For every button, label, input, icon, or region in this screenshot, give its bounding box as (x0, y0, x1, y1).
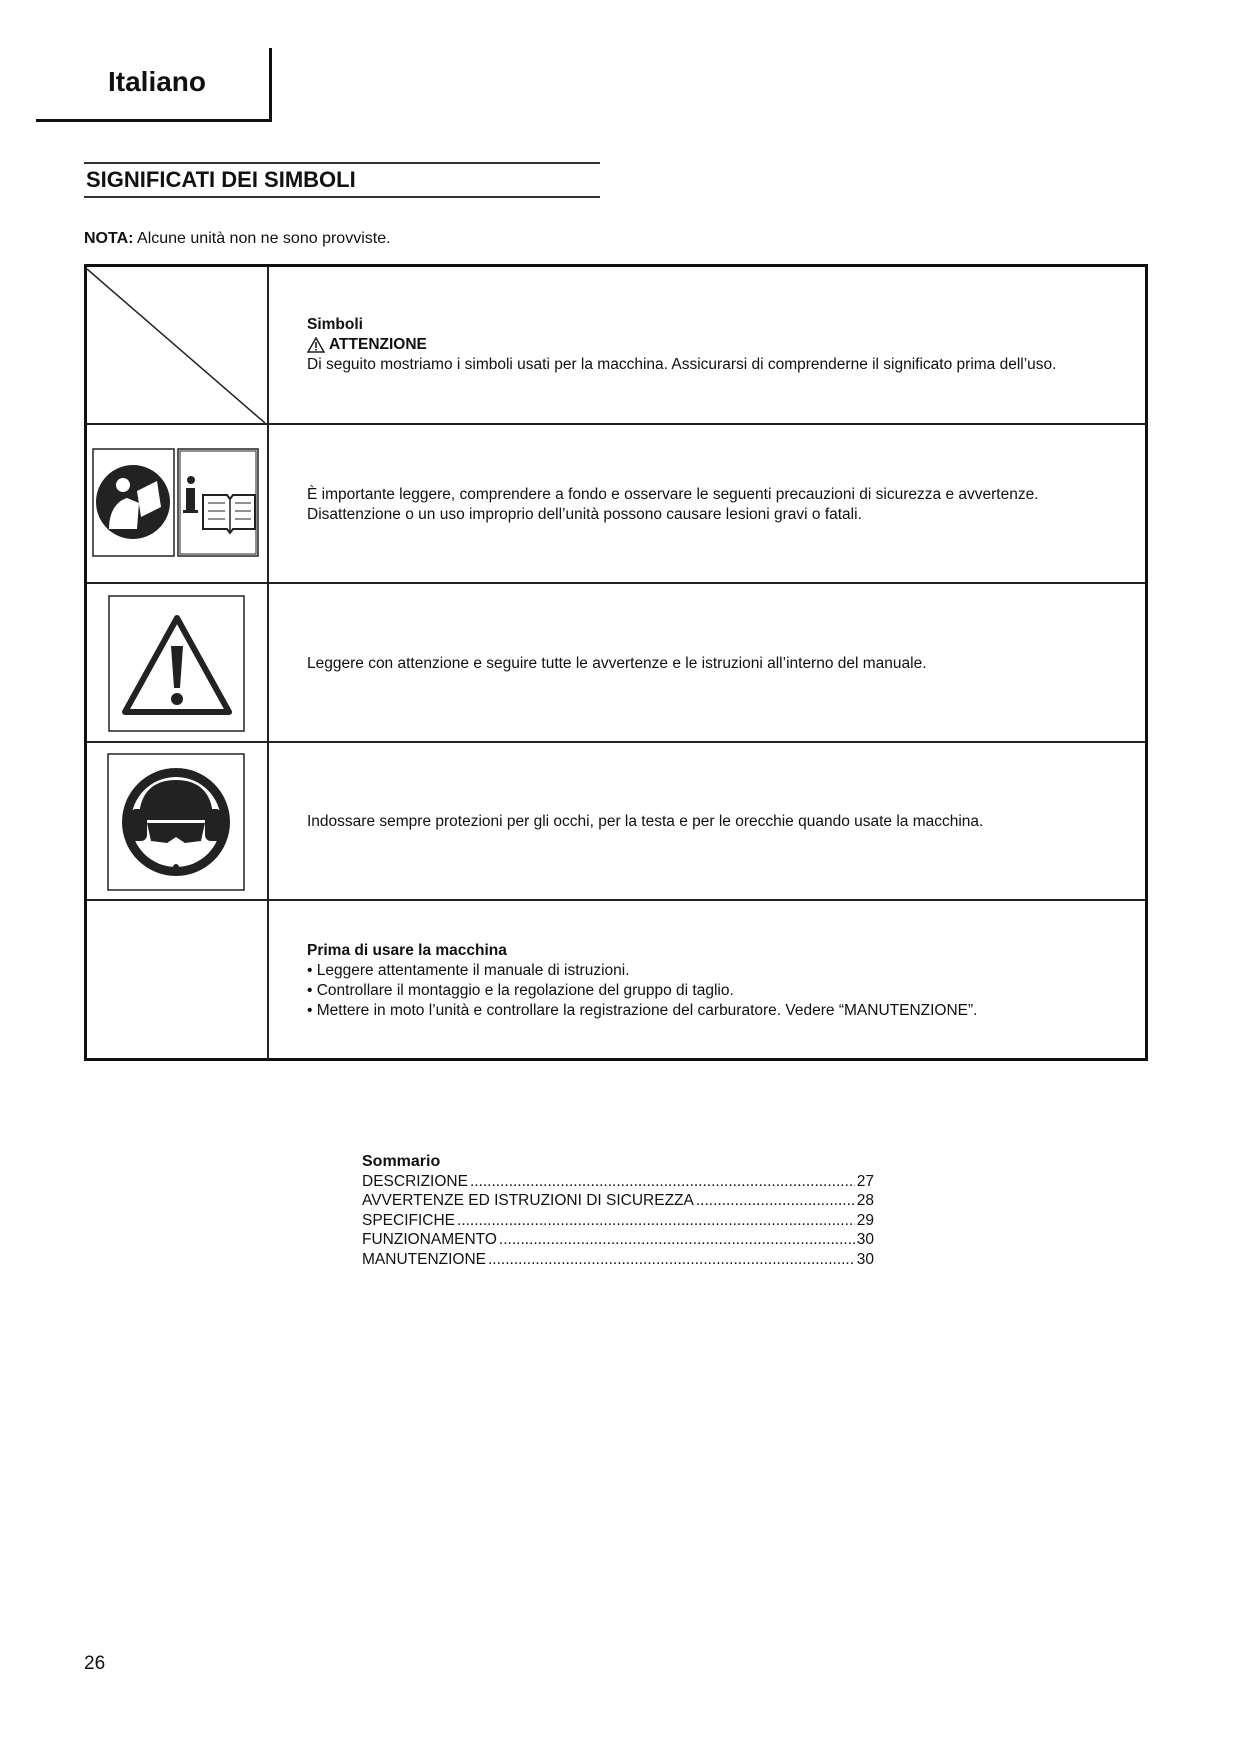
symbol-row-before-use (87, 899, 1145, 1060)
toc-item: AVVERTENZE ED ISTRUZIONI DI SICUREZZA ..... 28 (362, 1191, 874, 1211)
before-use-heading: Prima di usare la macchina (307, 941, 507, 959)
symbol-row-intro (87, 267, 1145, 423)
read-manual-text-1: È importante leggere, comprendere a fondo e osservare le seguenti precauzioni di sicurezza e avvertenze. (307, 485, 1039, 503)
before-use-bullet: • Leggere attentamente il manuale di istruzioni. (307, 961, 630, 979)
symbol-row-warning (87, 582, 1145, 743)
note-label: NOTA: (84, 230, 134, 247)
diagonal-cell (87, 267, 269, 423)
symbols-heading: Simboli (307, 316, 363, 333)
before-use-bullet: • Controllare il montaggio e la regolazione del gruppo di taglio. (307, 981, 734, 999)
note (84, 230, 391, 248)
warning-text: Leggere con attenzione e seguire tutte le avvertenze e le istruzioni all’interno del manuale. (307, 654, 927, 672)
diagonal-line-icon (87, 267, 267, 423)
page-number: 26 (84, 1653, 106, 1674)
toc-item: MANUTENZIONE ..... 30 (362, 1250, 874, 1270)
read-manual-info-icon (87, 425, 267, 584)
language-label: Italiano (108, 66, 207, 97)
symbol-row-protection (87, 741, 1145, 901)
symbols-intro-text: Di seguito mostriamo i simboli usati per la macchina. Assicurarsi di comprenderne il significato prima dell’uso. (307, 356, 1057, 373)
before-use-bullet: • Mettere in moto l’unità e controllare la registrazione del carburatore. Vedere “MANUTENZIONE”. (307, 1001, 978, 1019)
warning-label: ATTENZIONE (329, 336, 427, 353)
warning-exclamation-icon (87, 584, 267, 743)
toc-item: SPECIFICHE ..... 29 (362, 1211, 874, 1231)
toc-item: DESCRIZIONE ..... 27 (362, 1172, 874, 1192)
toc-item: FUNZIONAMENTO ..... 30 (362, 1230, 874, 1250)
language-tab (36, 48, 272, 122)
head-eye-ear-protection-icon (87, 743, 267, 901)
toc-title: Sommario (362, 1153, 441, 1170)
symbol-row-read-manual (87, 423, 1145, 584)
empty-icon-cell (87, 901, 269, 1060)
read-manual-text-2: Disattenzione o un uso improprio dell’unità possono causare lesioni gravi o fatali. (307, 505, 862, 523)
warning-triangle-icon (307, 337, 325, 353)
table-of-contents (362, 1152, 874, 1269)
section-title: SIGNIFICATI DEI SIMBOLI (84, 162, 600, 198)
symbols-table (84, 264, 1148, 1061)
protection-text: Indossare sempre protezioni per gli occhi, per la testa e per le orecchie quando usate la macchina. (307, 813, 984, 830)
note-text: Alcune unità non ne sono provviste. (133, 230, 391, 247)
